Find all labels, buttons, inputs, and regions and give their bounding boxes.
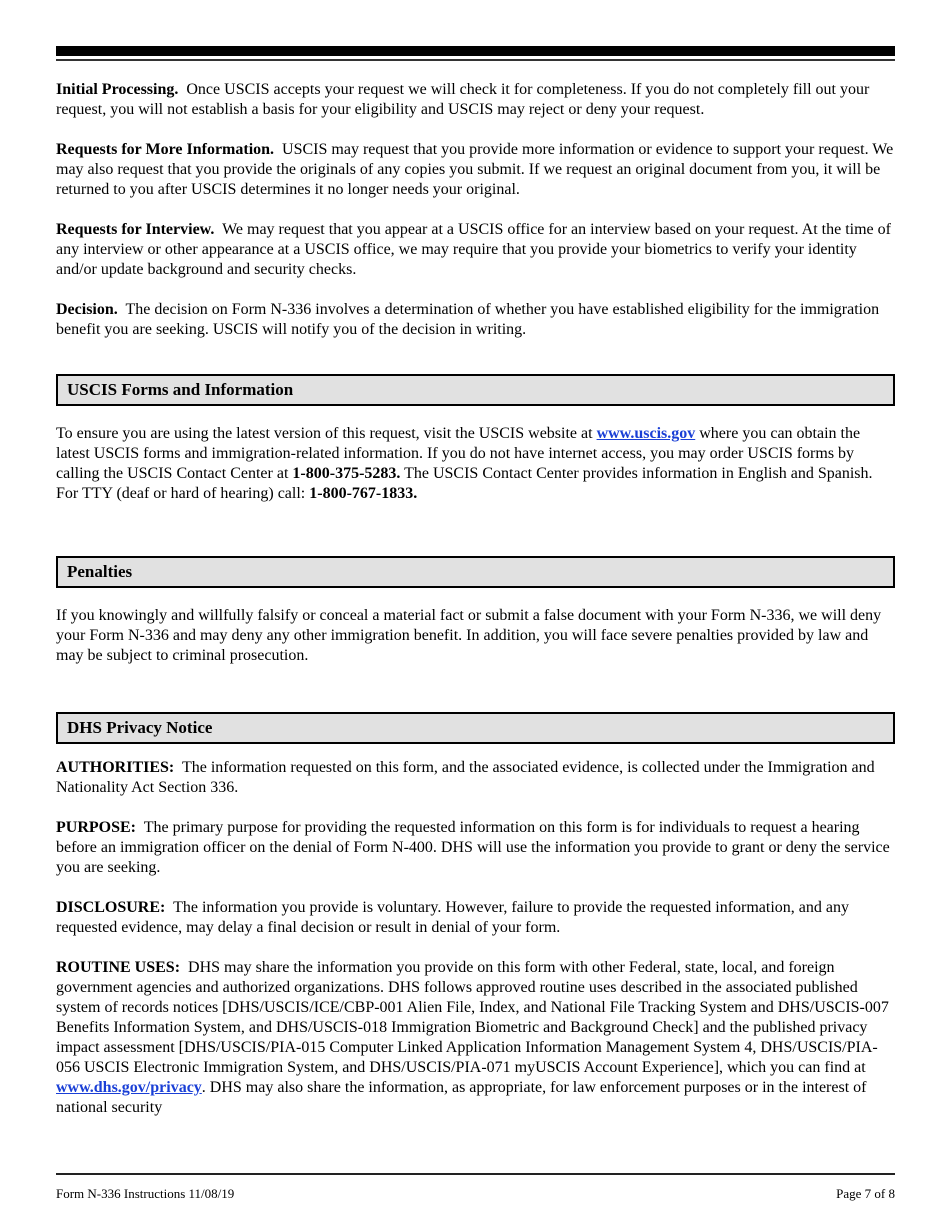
text: . DHS may also share the information, as appropriate, for law enforcement purposes or in the interest of national security <box>56 1079 867 1116</box>
section-heading-forms: USCIS Forms and Information <box>56 374 895 406</box>
page-content <box>56 80 895 1138</box>
paragraph-purpose <box>56 818 895 878</box>
label: Requests for More Information. <box>56 141 275 158</box>
text: The information requested on this form, and the associated evidence, is collected under the Immigration and Nationality Act Section 336. <box>56 759 875 796</box>
paragraph-disclosure <box>56 898 895 938</box>
header-rule-thick <box>56 46 895 56</box>
text: We may request that you appear at a USCIS office for an interview based on your request. At the time of any interview or other appearance at a USCIS office, we may require that you provide your biometrics to verify your identity and/or update background and security checks. <box>56 221 891 278</box>
text: To ensure you are using the latest version of this request, visit the USCIS website at <box>56 425 597 442</box>
label: Initial Processing. <box>56 81 179 98</box>
contact-center-phone: 1-800-375-5283. <box>292 465 401 482</box>
footer-form-info: Form N-336 Instructions 11/08/19 <box>56 1186 235 1201</box>
paragraph-initial-processing <box>56 80 895 120</box>
text: USCIS may request that you provide more information or evidence to support your request. We may also request that you provide the originals of any copies you submit. If we request an original document from you, it will be returned to you after USCIS determines it no longer needs your original. <box>56 141 894 198</box>
paragraph-decision <box>56 300 895 340</box>
section-heading-privacy: DHS Privacy Notice <box>56 712 895 744</box>
paragraph-routine-uses <box>56 958 895 1118</box>
paragraph-more-information <box>56 140 895 200</box>
text: The USCIS Contact Center provides information in English and Spanish. For TTY (deaf or hard of hearing) call: <box>56 465 873 502</box>
text: The information you provide is voluntary. However, failure to provide the requested information, and any requested evidence, may delay a final decision or result in denial of your form. <box>56 899 849 936</box>
paragraph-penalties: If you knowingly and willfully falsify or conceal a material fact or submit a false document with your Form N-336, we will deny your Form N-336 and may deny any other immigration benefit. In addition, you will face severe penalties provided by law and may be subject to criminal prosecution. <box>56 607 882 664</box>
label: AUTHORITIES: <box>56 759 175 776</box>
footer-page-number: Page 7 of 8 <box>836 1186 895 1201</box>
tty-phone: 1-800-767-1833. <box>309 485 418 502</box>
label: ROUTINE USES: <box>56 959 181 976</box>
text: Once USCIS accepts your request we will check it for completeness. If you do not completely fill out your request, you will not establish a basis for your eligibility and USCIS may reject or deny your request. <box>56 81 870 118</box>
paragraph-authorities <box>56 758 895 798</box>
section-heading-penalties: Penalties <box>56 556 895 588</box>
label: PURPOSE: <box>56 819 136 836</box>
label: Requests for Interview. <box>56 221 215 238</box>
uscis-website-link[interactable]: www.uscis.gov <box>596 425 696 442</box>
header-rule-thin <box>56 59 895 61</box>
label: DISCLOSURE: <box>56 899 166 916</box>
paragraph-interview <box>56 220 895 280</box>
text: DHS may share the information you provide on this form with other Federal, state, local, and foreign government agencies and authorized organizations. DHS follows approved routine uses described in the associated published system of records notices [DHS/USCIS/ICE/CBP-001 Alien File, Index, and National File Tracking System and DHS/USCIS-007 Benefits Information System, and DHS/USCIS-018 Immigration Biometric and Background Check] and the published privacy impact assessment [DHS/USCIS/PIA-015 Computer Linked Application Information Management System 4, DHS/USCIS/PIA-056 USCIS Electronic Immigration System, and DHS/USCIS/PIA-071 myUSCIS Account Experience], which you can find at <box>56 959 889 1076</box>
footer-rule <box>56 1173 895 1175</box>
text: where you can obtain the latest USCIS forms and immigration-related information. If you do not have internet access, you may order USCIS forms by calling the USCIS Contact Center at <box>56 425 861 482</box>
text: The decision on Form N-336 involves a determination of whether you have established eligibility for the immigration benefit you are seeking. USCIS will notify you of the decision in writing. <box>56 301 880 338</box>
paragraph-forms-info <box>56 424 895 504</box>
text: The primary purpose for providing the requested information on this form is for individuals to request a hearing before an immigration officer on the denial of Form N-400. DHS will use the information you provide to grant or deny the service you are seeking. <box>56 819 890 876</box>
label: Decision. <box>56 301 118 318</box>
dhs-privacy-link[interactable]: www.dhs.gov/privacy <box>56 1079 202 1096</box>
